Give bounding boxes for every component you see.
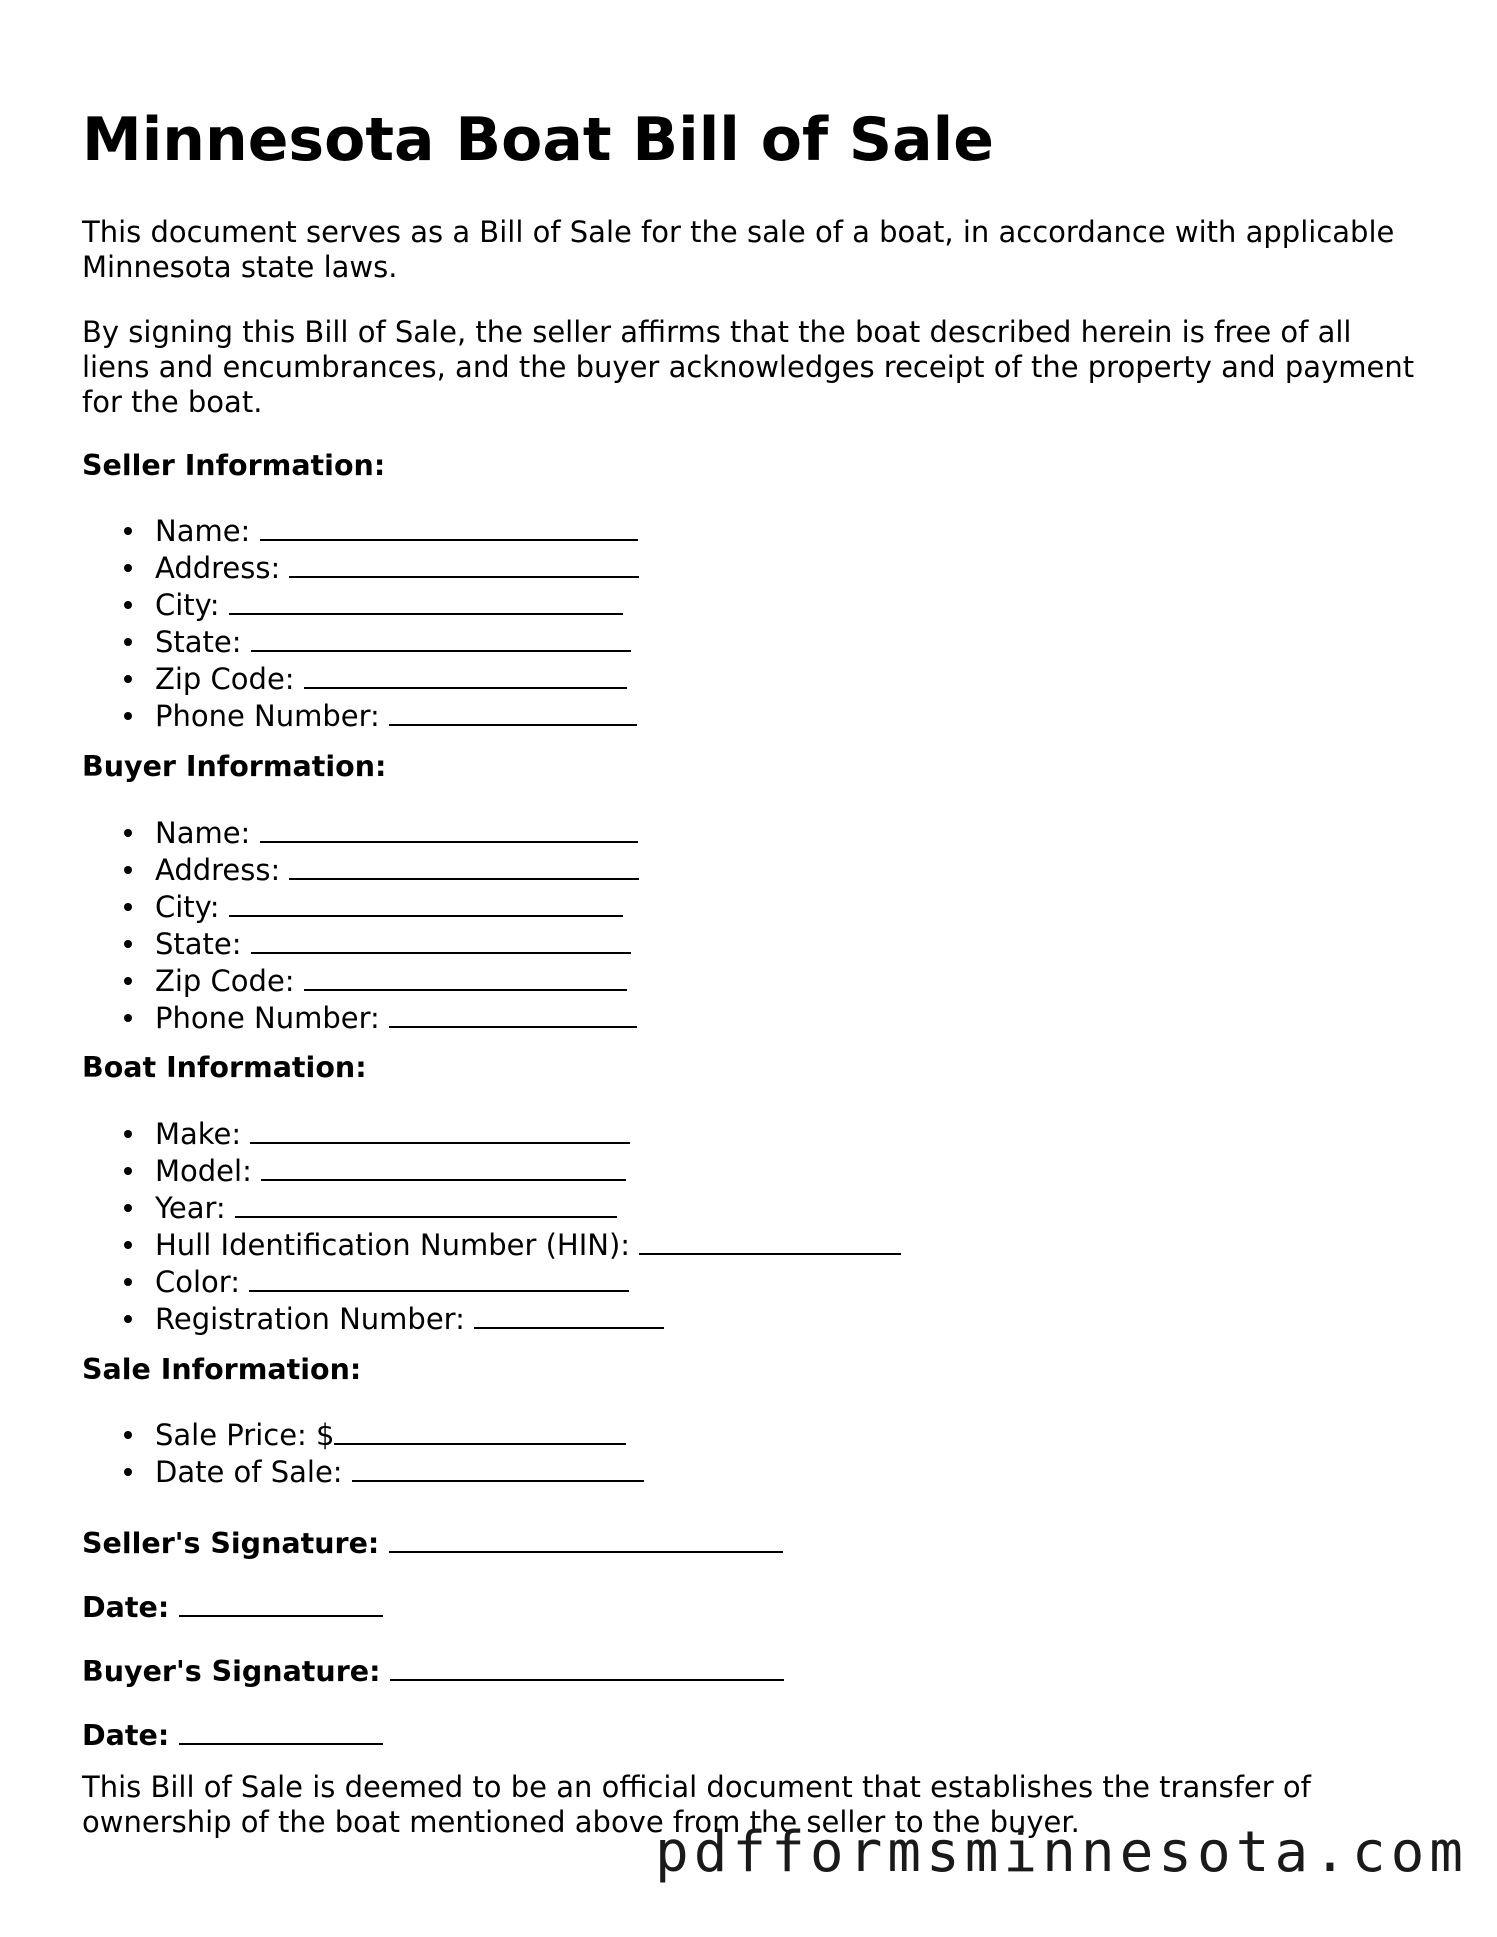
- buyer-signature-field[interactable]: [82, 1652, 784, 1689]
- buyer-name-field[interactable]: [82, 814, 639, 851]
- page-title: Minnesota Boat Bill of Sale: [82, 105, 994, 175]
- blank-line: [251, 925, 631, 954]
- boat-fields-list: [82, 1115, 901, 1337]
- blank-line: [289, 851, 639, 880]
- field-label: Make:: [155, 1117, 242, 1151]
- buyer-date-label: Date:: [82, 1719, 170, 1752]
- field-label: Name:: [155, 816, 251, 850]
- buyer-date-field[interactable]: [82, 1716, 383, 1753]
- boat-make-field[interactable]: [82, 1115, 901, 1152]
- blank-line: [260, 814, 638, 843]
- blank-line: [229, 888, 623, 917]
- seller-signature-label: Seller's Signature:: [82, 1527, 380, 1560]
- field-label: Zip Code:: [155, 662, 295, 696]
- sale-information-heading: Sale Information:: [82, 1353, 362, 1386]
- boat-registration-field[interactable]: [82, 1300, 901, 1337]
- buyer-state-field[interactable]: [82, 925, 639, 962]
- field-label: Hull Identification Number (HIN):: [155, 1228, 631, 1262]
- seller-name-field[interactable]: [82, 512, 639, 549]
- blank-line: [334, 1416, 626, 1445]
- boat-year-field[interactable]: [82, 1189, 901, 1226]
- field-label: Address:: [155, 551, 281, 585]
- blank-line: [639, 1226, 901, 1255]
- field-label: State:: [155, 625, 242, 659]
- field-label: Sale Price: $: [155, 1418, 335, 1452]
- buyer-fields-list: [82, 814, 639, 1036]
- blank-line: [260, 512, 638, 541]
- blank-line: [389, 1524, 783, 1553]
- seller-information-heading: Seller Information:: [82, 449, 386, 482]
- field-label: Phone Number:: [155, 699, 380, 733]
- field-label: Registration Number:: [155, 1302, 465, 1336]
- seller-date-label: Date:: [82, 1591, 170, 1624]
- buyer-phone-field[interactable]: [82, 999, 639, 1036]
- field-label: City:: [155, 588, 220, 622]
- field-label: Phone Number:: [155, 1001, 380, 1035]
- seller-date-field[interactable]: [82, 1588, 383, 1625]
- sale-date-field[interactable]: [82, 1453, 644, 1490]
- blank-line: [304, 660, 627, 689]
- boat-model-field[interactable]: [82, 1152, 901, 1189]
- sale-fields-list: [82, 1416, 644, 1490]
- affirmation-paragraph: By signing this Bill of Sale, the seller affirms that the boat described herein is free of all liens and encumbrances, and the buyer acknowledges receipt of the property and payment for the boat.: [82, 315, 1415, 419]
- blank-line: [250, 1115, 630, 1144]
- buyer-signature-label: Buyer's Signature:: [82, 1655, 381, 1688]
- blank-line: [261, 1152, 626, 1181]
- blank-line: [474, 1300, 664, 1329]
- boat-information-heading: Boat Information:: [82, 1051, 367, 1084]
- intro-paragraph: This document serves as a Bill of Sale for the sale of a boat, in accordance with applicable Minnesota state laws.: [82, 215, 1395, 284]
- field-label: Zip Code:: [155, 964, 295, 998]
- site-watermark: pdfformsminnesota.com: [655, 1820, 1469, 1885]
- seller-fields-list: [82, 512, 639, 734]
- blank-line: [304, 962, 627, 991]
- seller-state-field[interactable]: [82, 623, 639, 660]
- seller-phone-field[interactable]: [82, 697, 639, 734]
- seller-address-field[interactable]: [82, 549, 639, 586]
- field-label: Date of Sale:: [155, 1455, 343, 1489]
- boat-color-field[interactable]: [82, 1263, 901, 1300]
- field-label: Year:: [155, 1191, 226, 1225]
- field-label: Color:: [155, 1265, 240, 1299]
- blank-line: [179, 1716, 383, 1745]
- buyer-address-field[interactable]: [82, 851, 639, 888]
- blank-line: [352, 1453, 644, 1482]
- boat-hin-field[interactable]: [82, 1226, 901, 1263]
- blank-line: [389, 999, 637, 1028]
- blank-line: [289, 549, 639, 578]
- blank-line: [389, 697, 637, 726]
- blank-line: [249, 1263, 629, 1292]
- buyer-information-heading: Buyer Information:: [82, 750, 387, 783]
- field-label: City:: [155, 890, 220, 924]
- field-label: Model:: [155, 1154, 252, 1188]
- seller-zip-field[interactable]: [82, 660, 639, 697]
- blank-line: [229, 586, 623, 615]
- blank-line: [235, 1189, 617, 1218]
- blank-line: [251, 623, 631, 652]
- seller-city-field[interactable]: [82, 586, 639, 623]
- buyer-city-field[interactable]: [82, 888, 639, 925]
- seller-signature-field[interactable]: [82, 1524, 783, 1561]
- blank-line: [179, 1588, 383, 1617]
- buyer-zip-field[interactable]: [82, 962, 639, 999]
- field-label: Name:: [155, 514, 251, 548]
- field-label: Address:: [155, 853, 281, 887]
- blank-line: [390, 1652, 784, 1681]
- field-label: State:: [155, 927, 242, 961]
- closing-paragraph: This Bill of Sale is deemed to be an official document that establishes the transfer of ownership of the boat mentioned above from the seller to the buyer.: [82, 1770, 1311, 1839]
- sale-price-field[interactable]: [82, 1416, 644, 1453]
